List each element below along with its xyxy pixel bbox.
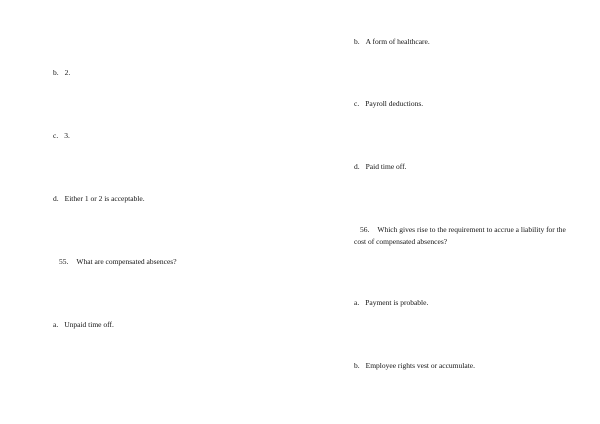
question-number: 55. xyxy=(59,257,69,266)
right-option-d xyxy=(354,162,407,172)
option-text: Employee rights vest or accumulate. xyxy=(365,361,475,370)
question-text: What are compensated absences? xyxy=(76,257,177,266)
option-text: Payment is probable. xyxy=(365,298,429,307)
question-text: Which gives rise to the requirement to accrue a liability for the cost of compensated absences? xyxy=(354,225,566,246)
right-option-b xyxy=(354,37,430,47)
option-text: A form of healthcare. xyxy=(365,37,430,46)
right-option-c xyxy=(354,99,423,109)
option-text: 2. xyxy=(64,68,71,77)
question-55 xyxy=(59,257,177,267)
option-label: c. xyxy=(354,99,360,108)
right-option-a xyxy=(354,298,428,308)
option-label: a. xyxy=(354,298,360,307)
option-label: b. xyxy=(53,68,59,77)
left-option-a xyxy=(53,320,114,330)
option-label: d. xyxy=(354,162,360,171)
option-text: Either 1 or 2 is acceptable. xyxy=(64,194,145,203)
question-56 xyxy=(354,224,569,248)
option-text: Unpaid time off. xyxy=(64,320,114,329)
option-label: c. xyxy=(53,131,59,140)
option-text: Paid time off. xyxy=(365,162,407,171)
left-option-b xyxy=(53,68,70,78)
option-label: a. xyxy=(53,320,59,329)
option-label: b. xyxy=(354,361,360,370)
right-option-b2 xyxy=(354,361,475,371)
question-number: 56. xyxy=(360,225,370,234)
option-label: b. xyxy=(354,37,360,46)
option-label: d. xyxy=(53,194,59,203)
left-option-d xyxy=(53,194,145,204)
option-text: 3. xyxy=(64,131,70,140)
option-text: Payroll deductions. xyxy=(365,99,424,108)
left-option-c xyxy=(53,131,70,141)
